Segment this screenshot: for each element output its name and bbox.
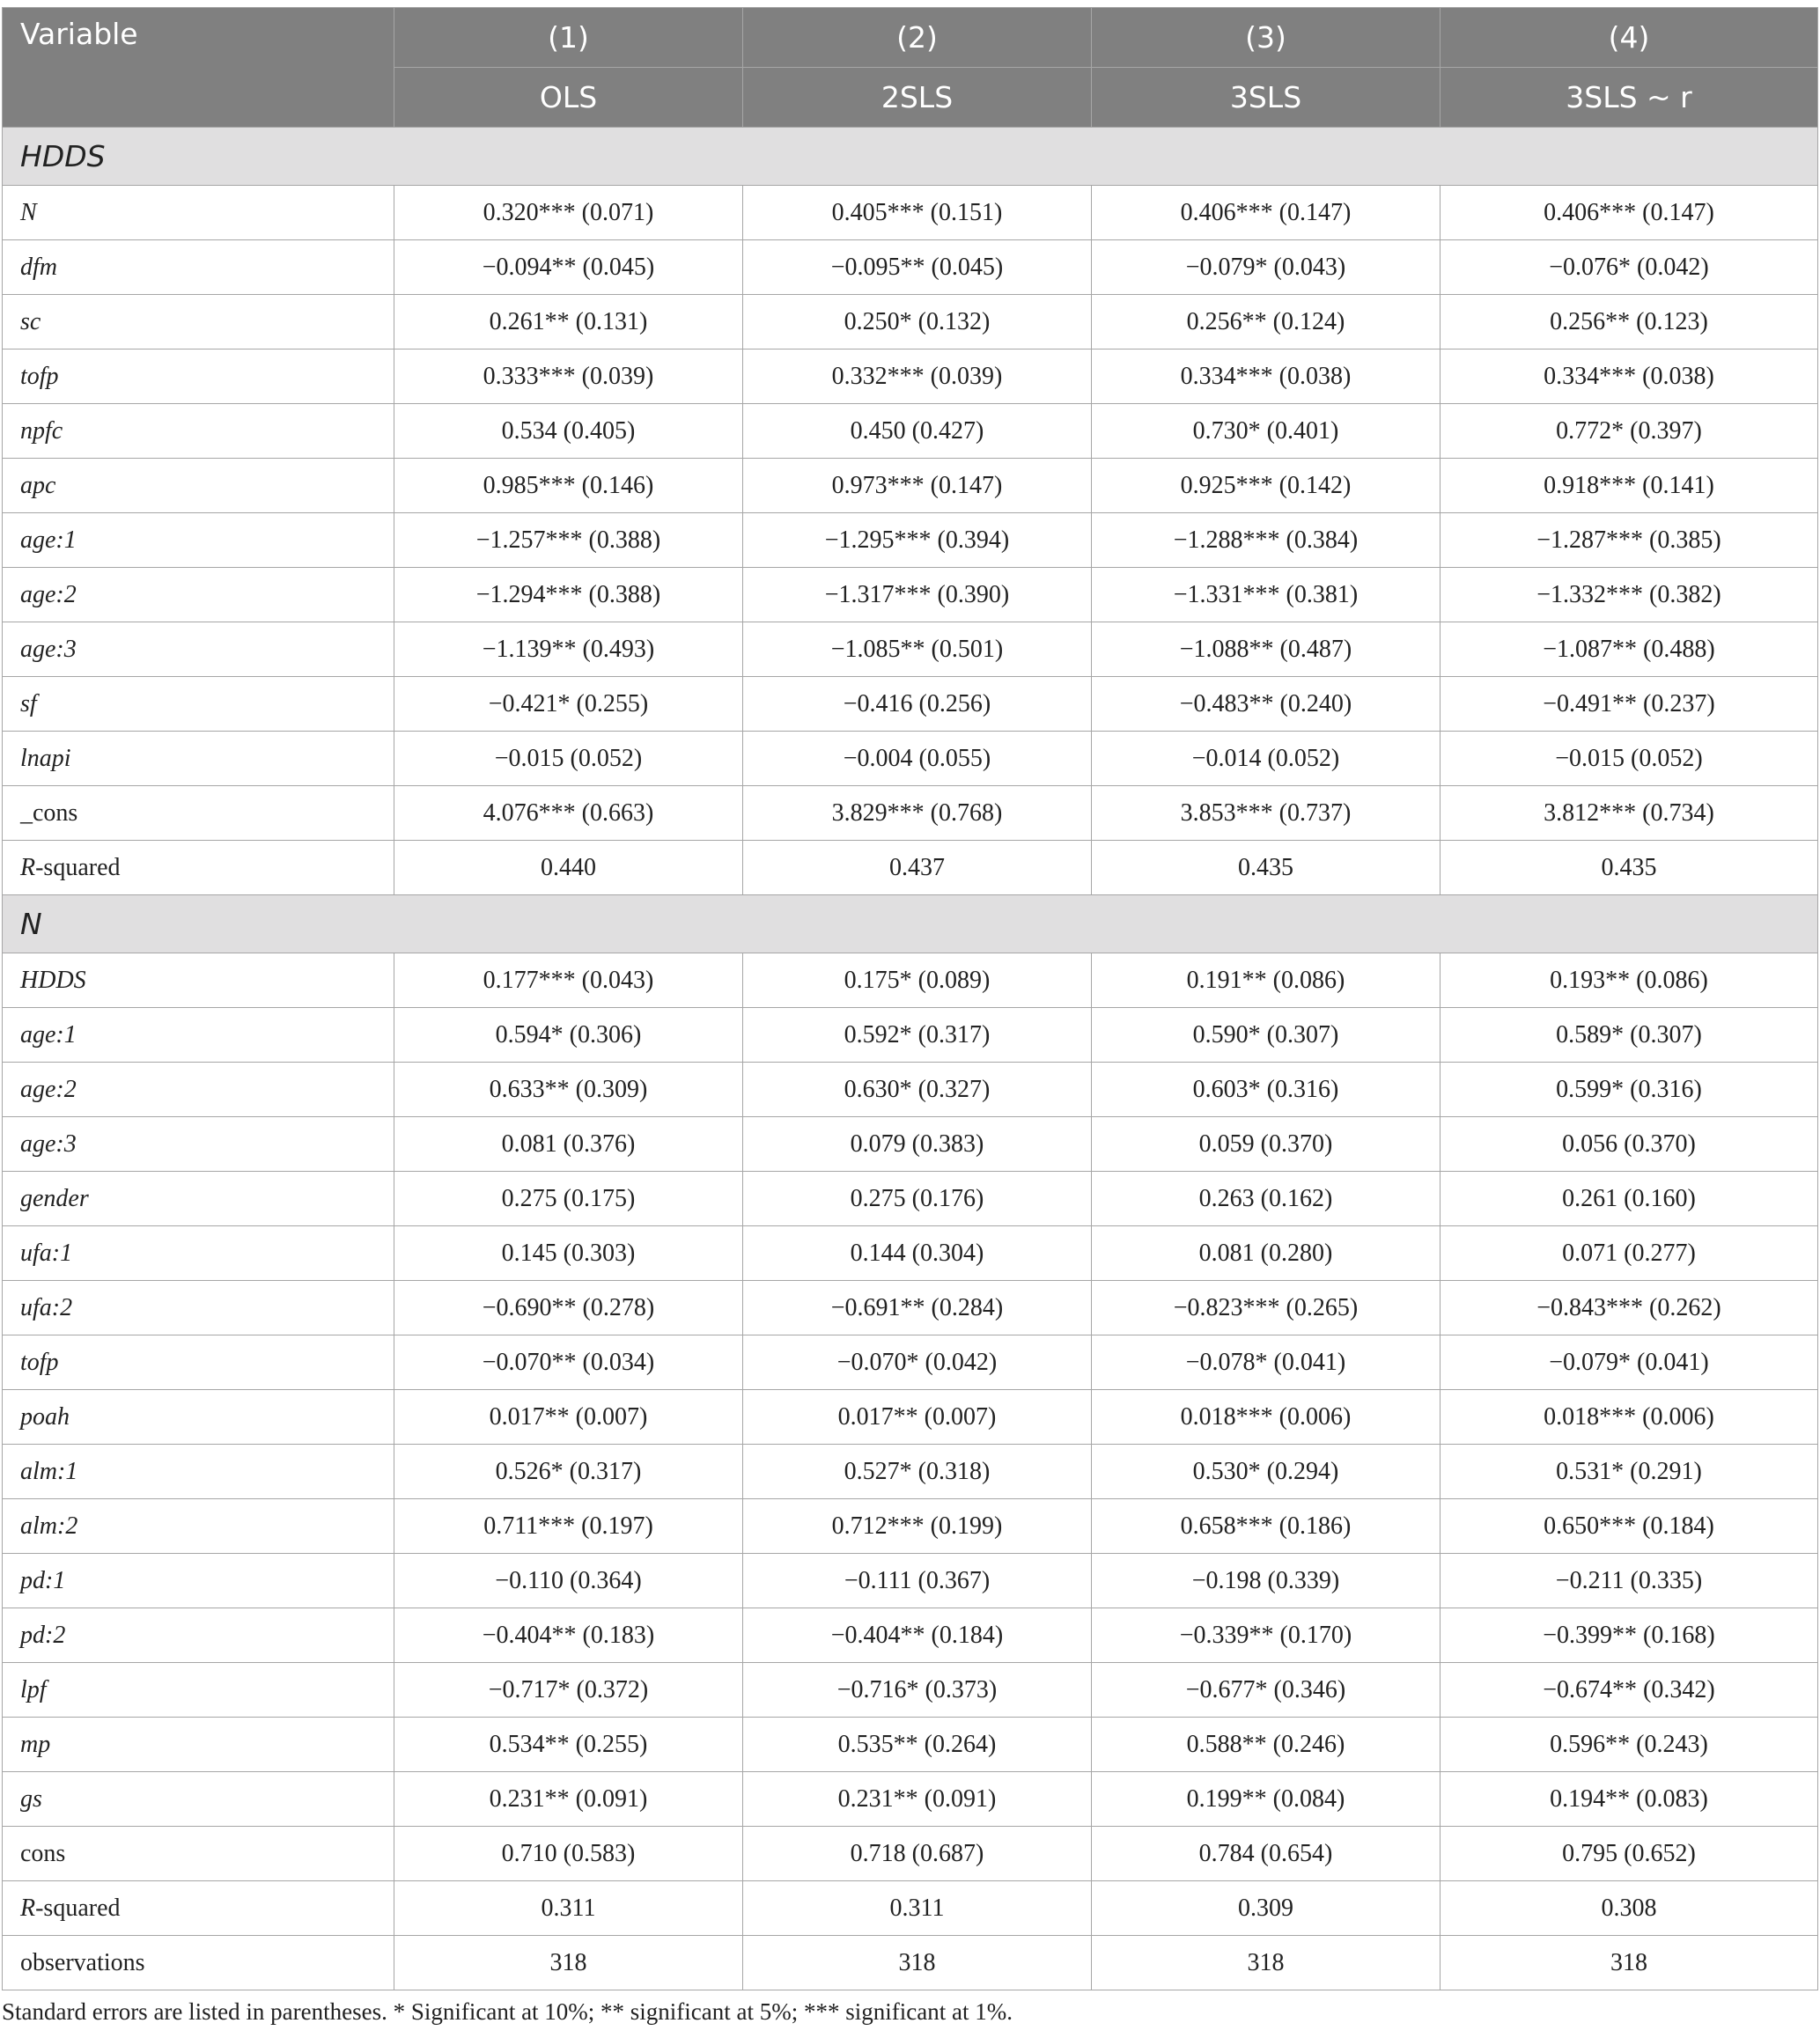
table-cell: 0.596** (0.243) — [1441, 1718, 1818, 1772]
table-cell: −1.087** (0.488) — [1441, 622, 1818, 677]
table-cell: 0.718 (0.687) — [743, 1827, 1092, 1881]
table-cell: 0.175* (0.089) — [743, 953, 1092, 1008]
table-cell: 0.534** (0.255) — [394, 1718, 743, 1772]
row-label: age:2 — [3, 568, 394, 622]
section-title: N — [3, 895, 1818, 953]
table-cell: −0.076* (0.042) — [1441, 240, 1818, 295]
table-row — [3, 513, 1818, 568]
row-label: age:3 — [3, 1117, 394, 1172]
table-cell: 3.812*** (0.734) — [1441, 786, 1818, 841]
table-cell: 0.017** (0.007) — [743, 1390, 1092, 1445]
table-cell: 0.527* (0.318) — [743, 1445, 1092, 1499]
table-cell: 0.435 — [1092, 841, 1441, 895]
table-cell: −0.339** (0.170) — [1092, 1608, 1441, 1663]
table-cell: 0.405*** (0.151) — [743, 186, 1092, 240]
table-cell: 0.918*** (0.141) — [1441, 459, 1818, 513]
table-cell: 0.079 (0.383) — [743, 1117, 1092, 1172]
row-label: sf — [3, 677, 394, 732]
table-cell: 0.772* (0.397) — [1441, 404, 1818, 459]
table-cell: −0.079* (0.043) — [1092, 240, 1441, 295]
table-cell: −0.015 (0.052) — [1441, 732, 1818, 786]
column-number-3: (3) — [1092, 8, 1441, 68]
table-cell: 0.406*** (0.147) — [1092, 186, 1441, 240]
table-row — [3, 1554, 1818, 1608]
table-cell: −0.716* (0.373) — [743, 1663, 1092, 1718]
table-cell: 0.194** (0.083) — [1441, 1772, 1818, 1827]
table-cell: −0.070* (0.042) — [743, 1335, 1092, 1390]
row-label-rest: -squared — [35, 853, 121, 881]
row-label: ufa:2 — [3, 1281, 394, 1335]
table-row — [3, 786, 1818, 841]
column-method-2: 2SLS — [743, 68, 1092, 128]
row-label: cons — [3, 1827, 394, 1881]
table-cell: 0.193** (0.086) — [1441, 953, 1818, 1008]
table-row — [3, 404, 1818, 459]
row-label: tofp — [3, 349, 394, 404]
table-row — [3, 622, 1818, 677]
table-cell: 0.530* (0.294) — [1092, 1445, 1441, 1499]
row-label: observations — [3, 1936, 394, 1990]
table-cell: −0.491** (0.237) — [1441, 677, 1818, 732]
row-label: dfm — [3, 240, 394, 295]
column-number-1: (1) — [394, 8, 743, 68]
header-row-numbers — [3, 8, 1818, 68]
table-cell: 318 — [1441, 1936, 1818, 1990]
table-cell: −1.287*** (0.385) — [1441, 513, 1818, 568]
row-label: npfc — [3, 404, 394, 459]
table-cell: −0.111 (0.367) — [743, 1554, 1092, 1608]
table-row — [3, 295, 1818, 349]
row-label-italic: R — [20, 1894, 36, 1922]
table-cell: 0.588** (0.246) — [1092, 1718, 1441, 1772]
table-cell: −1.332*** (0.382) — [1441, 568, 1818, 622]
table-cell: 318 — [394, 1936, 743, 1990]
table-cell: 0.334*** (0.038) — [1441, 349, 1818, 404]
table-row — [3, 1445, 1818, 1499]
table-cell: −0.717* (0.372) — [394, 1663, 743, 1718]
table-cell: −0.015 (0.052) — [394, 732, 743, 786]
table-cell: 0.231** (0.091) — [743, 1772, 1092, 1827]
table-cell: 0.531* (0.291) — [1441, 1445, 1818, 1499]
column-number-2: (2) — [743, 8, 1092, 68]
table-cell: 0.592* (0.317) — [743, 1008, 1092, 1063]
table-cell: −0.691** (0.284) — [743, 1281, 1092, 1335]
table-cell: 0.231** (0.091) — [394, 1772, 743, 1827]
table-row — [3, 1117, 1818, 1172]
table-cell: −1.088** (0.487) — [1092, 622, 1441, 677]
table-cell: 0.599* (0.316) — [1441, 1063, 1818, 1117]
table-cell: 0.658*** (0.186) — [1092, 1499, 1441, 1554]
table-cell: 0.712*** (0.199) — [743, 1499, 1092, 1554]
row-label: lnapi — [3, 732, 394, 786]
column-method-3: 3SLS — [1092, 68, 1441, 128]
table-cell: 0.177*** (0.043) — [394, 953, 743, 1008]
table-cell: 0.795 (0.652) — [1441, 1827, 1818, 1881]
table-cell: −0.421* (0.255) — [394, 677, 743, 732]
table-footnote: Standard errors are listed in parentheses. * Significant at 10%; ** significant at 5%; *** significant at 1%. — [2, 1998, 1013, 2025]
table-row — [3, 953, 1818, 1008]
row-label: age:3 — [3, 622, 394, 677]
table-cell: 0.534 (0.405) — [394, 404, 743, 459]
table-cell: 0.650*** (0.184) — [1441, 1499, 1818, 1554]
table-row — [3, 459, 1818, 513]
table-cell: 0.311 — [743, 1881, 1092, 1936]
row-label: apc — [3, 459, 394, 513]
table-row — [3, 732, 1818, 786]
table-cell: 0.589* (0.307) — [1441, 1008, 1818, 1063]
row-label: pd:1 — [3, 1554, 394, 1608]
table-row — [3, 1390, 1818, 1445]
table-cell: 0.594* (0.306) — [394, 1008, 743, 1063]
table-cell: 0.256** (0.124) — [1092, 295, 1441, 349]
table-cell: 0.925*** (0.142) — [1092, 459, 1441, 513]
variable-header: Variable — [3, 8, 394, 128]
table-cell: 0.332*** (0.039) — [743, 349, 1092, 404]
table-cell: 0.334*** (0.038) — [1092, 349, 1441, 404]
row-label: tofp — [3, 1335, 394, 1390]
table-cell: −0.843*** (0.262) — [1441, 1281, 1818, 1335]
table-cell: 0.056 (0.370) — [1441, 1117, 1818, 1172]
table-cell: −0.416 (0.256) — [743, 677, 1092, 732]
table-row — [3, 1008, 1818, 1063]
table-cell: −1.085** (0.501) — [743, 622, 1092, 677]
row-label: lpf — [3, 1663, 394, 1718]
row-label: gs — [3, 1772, 394, 1827]
row-label: _cons — [3, 786, 394, 841]
table-body — [3, 128, 1818, 1990]
row-label: HDDS — [3, 953, 394, 1008]
column-method-4: 3SLS ~ r — [1441, 68, 1818, 128]
column-method-1: OLS — [394, 68, 743, 128]
table-cell: −0.690** (0.278) — [394, 1281, 743, 1335]
table-row — [3, 1226, 1818, 1281]
row-label: alm:2 — [3, 1499, 394, 1554]
row-label-rest: -squared — [35, 1894, 121, 1922]
table-cell: −0.198 (0.339) — [1092, 1554, 1441, 1608]
table-cell: −1.317*** (0.390) — [743, 568, 1092, 622]
table-cell: 0.450 (0.427) — [743, 404, 1092, 459]
table-cell: −0.110 (0.364) — [394, 1554, 743, 1608]
table-cell: 0.263 (0.162) — [1092, 1172, 1441, 1226]
table-cell: −1.294*** (0.388) — [394, 568, 743, 622]
table-row — [3, 841, 1818, 895]
table-cell: 0.017** (0.007) — [394, 1390, 743, 1445]
table-cell: 3.829*** (0.768) — [743, 786, 1092, 841]
row-label: pd:2 — [3, 1608, 394, 1663]
row-label: age:1 — [3, 1008, 394, 1063]
table-cell: −0.094** (0.045) — [394, 240, 743, 295]
column-number-4: (4) — [1441, 8, 1818, 68]
table-cell: −0.404** (0.183) — [394, 1608, 743, 1663]
table-cell: 0.985*** (0.146) — [394, 459, 743, 513]
table-cell: 0.526* (0.317) — [394, 1445, 743, 1499]
table-cell: 0.071 (0.277) — [1441, 1226, 1818, 1281]
table-cell: 0.275 (0.175) — [394, 1172, 743, 1226]
table-cell: 0.784 (0.654) — [1092, 1827, 1441, 1881]
row-label: gender — [3, 1172, 394, 1226]
table-row — [3, 1172, 1818, 1226]
table-cell: 0.191** (0.086) — [1092, 953, 1441, 1008]
table-row — [3, 1718, 1818, 1772]
table-cell: −0.004 (0.055) — [743, 732, 1092, 786]
table-cell: −0.404** (0.184) — [743, 1608, 1092, 1663]
table-row — [3, 349, 1818, 404]
table-cell: 0.308 — [1441, 1881, 1818, 1936]
table-cell: 0.144 (0.304) — [743, 1226, 1092, 1281]
table-cell: −0.674** (0.342) — [1441, 1663, 1818, 1718]
table-cell: 0.535** (0.264) — [743, 1718, 1092, 1772]
section-header-row — [3, 895, 1818, 953]
table-cell: 318 — [743, 1936, 1092, 1990]
table-row — [3, 1663, 1818, 1718]
table-cell: 0.630* (0.327) — [743, 1063, 1092, 1117]
table-row — [3, 1608, 1818, 1663]
table-cell: 0.710 (0.583) — [394, 1827, 743, 1881]
row-label — [3, 1881, 394, 1936]
table-cell: 0.145 (0.303) — [394, 1226, 743, 1281]
table-cell: −1.257*** (0.388) — [394, 513, 743, 568]
table-cell: −0.483** (0.240) — [1092, 677, 1441, 732]
table-cell: 0.261** (0.131) — [394, 295, 743, 349]
table-cell: −0.078* (0.041) — [1092, 1335, 1441, 1390]
table-cell: 0.018*** (0.006) — [1441, 1390, 1818, 1445]
table-row — [3, 1827, 1818, 1881]
table-cell: 0.081 (0.280) — [1092, 1226, 1441, 1281]
table-cell: 0.275 (0.176) — [743, 1172, 1092, 1226]
table-cell: 4.076*** (0.663) — [394, 786, 743, 841]
row-label: alm:1 — [3, 1445, 394, 1499]
table-cell: 0.730* (0.401) — [1092, 404, 1441, 459]
table-row — [3, 1936, 1818, 1990]
row-label-italic: R — [20, 853, 36, 881]
table-cell: 0.406*** (0.147) — [1441, 186, 1818, 240]
table-row — [3, 568, 1818, 622]
table-cell: −0.399** (0.168) — [1441, 1608, 1818, 1663]
table-cell: 0.199** (0.084) — [1092, 1772, 1441, 1827]
table-cell: 0.973*** (0.147) — [743, 459, 1092, 513]
table-row — [3, 1063, 1818, 1117]
table-cell: 0.711*** (0.197) — [394, 1499, 743, 1554]
table-cell: 0.261 (0.160) — [1441, 1172, 1818, 1226]
regression-table — [2, 7, 1818, 1990]
table-row — [3, 240, 1818, 295]
table-cell: 0.320*** (0.071) — [394, 186, 743, 240]
table-cell: 0.250* (0.132) — [743, 295, 1092, 349]
row-label: age:2 — [3, 1063, 394, 1117]
table-row — [3, 677, 1818, 732]
table-cell: −0.079* (0.041) — [1441, 1335, 1818, 1390]
table-cell: 0.081 (0.376) — [394, 1117, 743, 1172]
section-title: HDDS — [3, 128, 1818, 186]
table-cell: 0.256** (0.123) — [1441, 295, 1818, 349]
table-row — [3, 186, 1818, 240]
table-cell: −1.295*** (0.394) — [743, 513, 1092, 568]
table-row — [3, 1281, 1818, 1335]
table-cell: 0.437 — [743, 841, 1092, 895]
table-cell: 0.440 — [394, 841, 743, 895]
table-row — [3, 1499, 1818, 1554]
table-cell: 0.059 (0.370) — [1092, 1117, 1441, 1172]
table-cell: 0.311 — [394, 1881, 743, 1936]
table-cell: −0.014 (0.052) — [1092, 732, 1441, 786]
table-cell: −0.823*** (0.265) — [1092, 1281, 1441, 1335]
table-cell: 0.590* (0.307) — [1092, 1008, 1441, 1063]
row-label: N — [3, 186, 394, 240]
table-cell: 0.333*** (0.039) — [394, 349, 743, 404]
table-cell: 318 — [1092, 1936, 1441, 1990]
table-cell: −0.070** (0.034) — [394, 1335, 743, 1390]
table-cell: −1.139** (0.493) — [394, 622, 743, 677]
table-cell: −1.331*** (0.381) — [1092, 568, 1441, 622]
table-cell: 0.633** (0.309) — [394, 1063, 743, 1117]
table-row — [3, 1772, 1818, 1827]
table-cell: −1.288*** (0.384) — [1092, 513, 1441, 568]
table-row — [3, 1335, 1818, 1390]
table-cell: 3.853*** (0.737) — [1092, 786, 1441, 841]
table-row — [3, 1881, 1818, 1936]
row-label: ufa:1 — [3, 1226, 394, 1281]
row-label: age:1 — [3, 513, 394, 568]
table-cell: 0.435 — [1441, 841, 1818, 895]
table-cell: 0.018*** (0.006) — [1092, 1390, 1441, 1445]
table-cell: −0.095** (0.045) — [743, 240, 1092, 295]
row-label: mp — [3, 1718, 394, 1772]
table-cell: −0.677* (0.346) — [1092, 1663, 1441, 1718]
table-cell: 0.603* (0.316) — [1092, 1063, 1441, 1117]
section-header-row — [3, 128, 1818, 186]
table-cell: 0.309 — [1092, 1881, 1441, 1936]
row-label: sc — [3, 295, 394, 349]
row-label — [3, 841, 394, 895]
table-cell: −0.211 (0.335) — [1441, 1554, 1818, 1608]
row-label: poah — [3, 1390, 394, 1445]
